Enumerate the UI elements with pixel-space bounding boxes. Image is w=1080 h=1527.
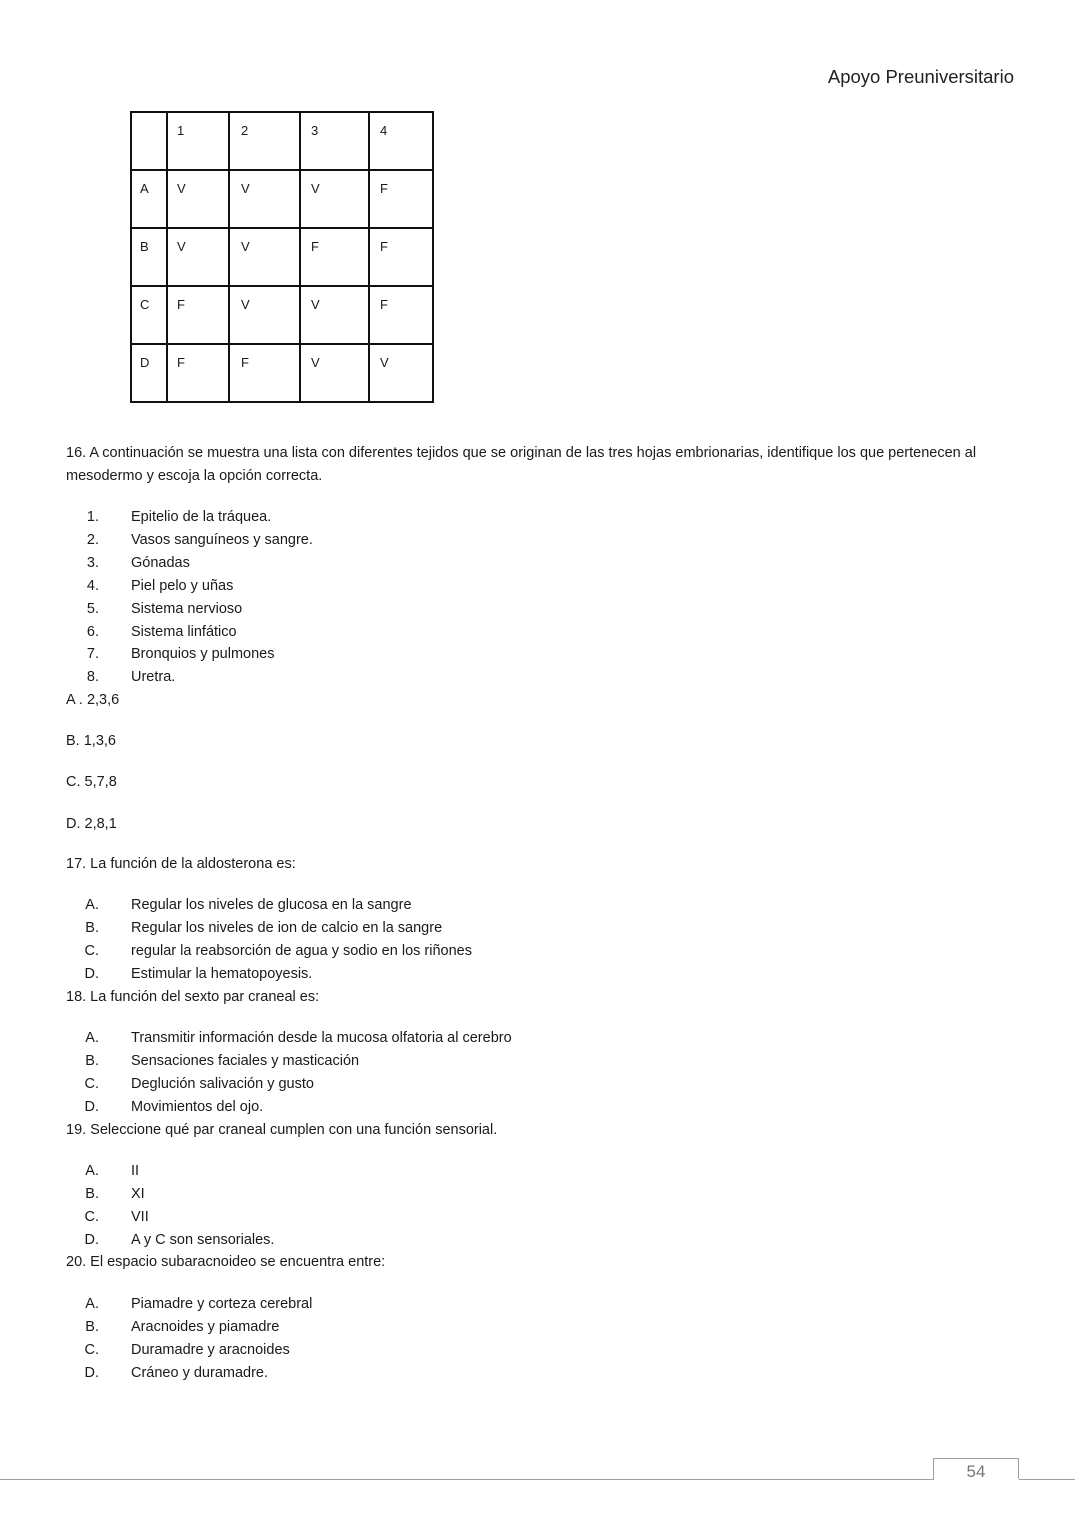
option-label: XI <box>131 1185 145 1202</box>
table-cell: F <box>369 170 433 228</box>
row-label: D <box>131 344 167 402</box>
option-item <box>66 1362 312 1385</box>
option-item <box>66 1293 312 1316</box>
option-item <box>66 917 472 940</box>
question-19-options <box>66 1160 274 1252</box>
question-19-text: 19. Seleccione qué par craneal cumplen con una función sensorial. <box>66 1122 498 1138</box>
option-item <box>66 1206 274 1229</box>
option-label: Transmitir información desde la mucosa olfatoria al cerebro <box>131 1030 512 1046</box>
table-cell: V <box>300 344 369 402</box>
list-item <box>66 575 313 598</box>
question-16-text: 16. A continuación se muestra una lista con diferentes tejidos que se originan de las tres hojas embrionarias, identifique los que pertenecen al mesodermo y escoja la opción correcta. <box>66 445 977 484</box>
table-cell: V <box>167 170 229 228</box>
table-row <box>131 344 433 402</box>
option-label: Regular los niveles de ion de calcio en la sangre <box>131 919 443 936</box>
option-label: Aracnoides y piamadre <box>131 1318 280 1335</box>
list-number: 1. <box>86 509 99 525</box>
answer-option-c: C. 5,7,8 <box>66 774 117 790</box>
table-cell: F <box>167 286 229 344</box>
list-item <box>66 666 313 689</box>
table-cell: V <box>229 228 300 286</box>
footer-divider-left <box>0 1479 934 1480</box>
option-label: Cráneo y duramadre. <box>131 1364 269 1381</box>
question-17-text: 17. La función de la aldosterona es: <box>66 856 296 872</box>
option-letter: A. <box>85 897 99 913</box>
option-letter: D. <box>84 1098 99 1115</box>
list-number: 7. <box>86 646 99 663</box>
list-item <box>66 643 313 666</box>
table-cell: V <box>229 286 300 344</box>
table-cell: F <box>369 228 433 286</box>
list-label: Bronquios y pulmones <box>131 646 275 663</box>
option-label: Piamadre y corteza cerebral <box>131 1296 313 1312</box>
option-label: VII <box>131 1208 149 1225</box>
list-item <box>66 598 313 621</box>
list-label: Vasos sanguíneos y sangre. <box>131 531 313 548</box>
list-number: 8. <box>86 669 99 686</box>
option-item <box>66 1316 312 1339</box>
question-17-options <box>66 894 472 986</box>
list-label: Sistema linfático <box>131 623 237 640</box>
list-number: 4. <box>86 577 99 594</box>
table-row <box>131 170 433 228</box>
list-label: Sistema nervioso <box>131 600 243 617</box>
list-label: Epitelio de la tráquea. <box>131 509 272 525</box>
answer-option-d: D. 2,8,1 <box>66 816 117 832</box>
table-cell: F <box>300 228 369 286</box>
option-letter: C. <box>84 1341 99 1358</box>
row-label: C <box>131 286 167 344</box>
option-item <box>66 1050 512 1073</box>
option-letter: C. <box>84 1075 99 1092</box>
list-number: 5. <box>86 600 99 617</box>
option-item <box>66 894 472 917</box>
table-row <box>131 228 433 286</box>
option-item <box>66 1339 312 1362</box>
list-number: 2. <box>86 531 99 548</box>
footer-divider-right <box>1019 1479 1075 1480</box>
option-label: regular la reabsorción de agua y sodio en los riñones <box>131 942 472 959</box>
table-header-cell: 1 <box>167 112 229 170</box>
option-item <box>66 1073 512 1096</box>
list-item <box>66 621 313 644</box>
table-row <box>131 286 433 344</box>
list-number: 3. <box>86 554 99 571</box>
option-letter: B. <box>85 1052 99 1069</box>
option-item <box>66 1096 512 1119</box>
question-18-options <box>66 1027 512 1119</box>
table-cell: F <box>229 344 300 402</box>
option-letter: D. <box>84 965 99 982</box>
option-label: Estimular la hematopoyesis. <box>131 965 313 982</box>
page-header-title: Apoyo Preuniversitario <box>827 66 1014 87</box>
option-letter: A. <box>85 1163 99 1179</box>
row-label: B <box>131 228 167 286</box>
option-letter: A. <box>85 1030 99 1046</box>
table-cell: V <box>369 344 433 402</box>
page-number-box <box>933 1458 1019 1479</box>
option-item <box>66 940 472 963</box>
option-letter: D. <box>84 1231 99 1248</box>
question-18-text: 18. La función del sexto par craneal es: <box>66 989 320 1005</box>
option-item <box>66 1160 274 1183</box>
option-label: A y C son sensoriales. <box>131 1231 275 1248</box>
list-label: Uretra. <box>131 669 176 686</box>
option-letter: C. <box>84 942 99 959</box>
option-item <box>66 1183 274 1206</box>
option-label: Movimientos del ojo. <box>131 1098 264 1115</box>
table-header-row <box>131 112 433 170</box>
row-label: A <box>131 170 167 228</box>
table-header-cell: 4 <box>369 112 433 170</box>
option-label: Deglución salivación y gusto <box>131 1075 314 1092</box>
question-20-options <box>66 1293 312 1385</box>
table-cell: F <box>369 286 433 344</box>
table-cell: V <box>229 170 300 228</box>
table-header-cell: 2 <box>229 112 300 170</box>
table-cell: V <box>167 228 229 286</box>
answer-option-b: B. 1,3,6 <box>66 733 116 749</box>
option-letter: A. <box>85 1296 99 1312</box>
question-20-text: 20. El espacio subaracnoideo se encuentra entre: <box>66 1254 386 1270</box>
answer-option-a: A . 2,3,6 <box>66 692 120 708</box>
table-header-cell: 3 <box>300 112 369 170</box>
list-item <box>66 552 313 575</box>
table-cell: V <box>300 170 369 228</box>
option-label: Regular los niveles de glucosa en la sangre <box>131 897 412 913</box>
option-letter: B. <box>85 1318 99 1335</box>
option-letter: B. <box>85 1185 99 1202</box>
option-label: II <box>131 1163 140 1179</box>
option-label: Duramadre y aracnoides <box>131 1341 290 1358</box>
question-16-tissue-list <box>66 506 313 689</box>
list-label: Gónadas <box>131 554 190 571</box>
page-number: 54 <box>966 1462 986 1481</box>
option-letter: B. <box>85 919 99 936</box>
list-label: Piel pelo y uñas <box>131 577 234 594</box>
list-item <box>66 529 313 552</box>
option-letter: D. <box>84 1364 99 1381</box>
list-number: 6. <box>86 623 99 640</box>
table-cell <box>131 112 167 170</box>
true-false-table <box>130 111 434 403</box>
option-item <box>66 1027 512 1050</box>
option-letter: C. <box>84 1208 99 1225</box>
table-cell: V <box>300 286 369 344</box>
option-label: Sensaciones faciales y masticación <box>131 1052 360 1069</box>
option-item <box>66 963 472 986</box>
option-item <box>66 1229 274 1252</box>
table-cell: F <box>167 344 229 402</box>
list-item <box>66 506 313 529</box>
